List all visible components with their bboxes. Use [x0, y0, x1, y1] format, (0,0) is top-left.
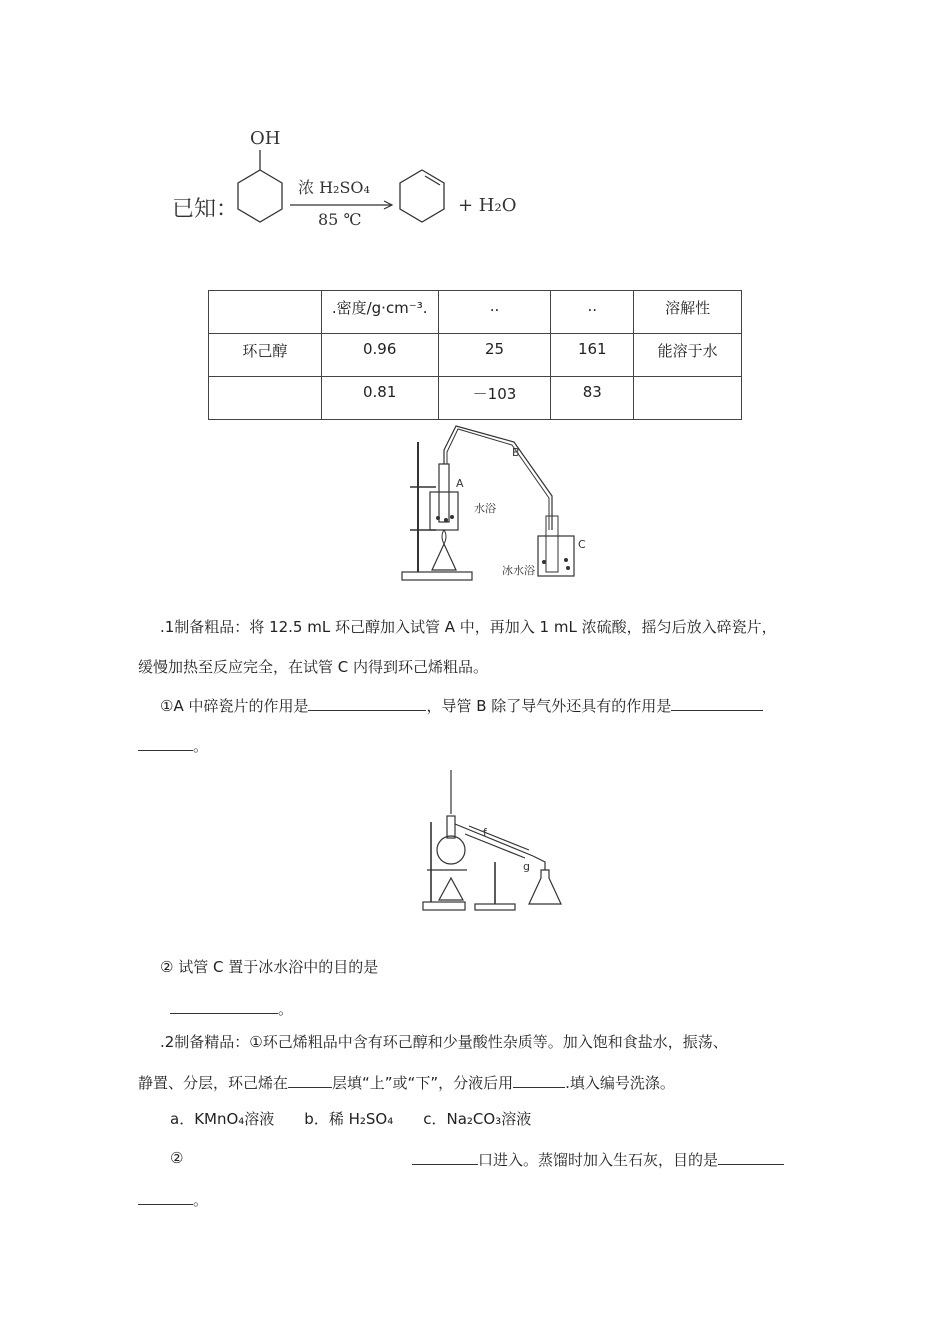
answer-blank[interactable] — [138, 1188, 193, 1205]
label-g: g — [523, 860, 530, 873]
table-cell: 0.81 — [321, 377, 438, 420]
table-cell: 161 — [551, 334, 634, 377]
conical-flask — [529, 870, 561, 904]
question1-part1: ①A 中碎瓷片的作用是 — [160, 697, 309, 715]
ice-bath-beaker — [538, 536, 574, 576]
para2-part-a: 静置、分层，环己烯在 — [138, 1074, 289, 1092]
bubble — [436, 516, 440, 520]
para2-line2 — [138, 1071, 675, 1093]
ice-bath-label: 冰水浴 — [502, 564, 535, 577]
table-cell: 0.96 — [321, 334, 438, 377]
table-cell: －103 — [438, 377, 551, 420]
label-b: B — [512, 446, 520, 459]
question3-continued — [138, 1188, 208, 1210]
ice-piece — [566, 566, 570, 570]
water-product: + H₂O — [458, 195, 517, 216]
table-header-cell: .. — [551, 291, 634, 334]
condenser-outer-bottom — [465, 834, 525, 858]
alcohol-lamp — [439, 878, 463, 900]
oh-label: OH — [250, 128, 281, 149]
table-header-cell: .密度/g·cm⁻³. — [321, 291, 438, 334]
label-a: A — [456, 477, 464, 490]
cyclohexene-ring — [400, 170, 444, 222]
question1 — [160, 694, 763, 716]
distilling-flask — [437, 836, 465, 864]
table-cell — [634, 377, 742, 420]
table-cell: 25 — [438, 334, 551, 377]
answer-blank[interactable] — [170, 997, 278, 1014]
reaction-scheme — [160, 120, 560, 250]
condenser-outer-top — [469, 826, 529, 850]
table-cell: 83 — [551, 377, 634, 420]
question2-answer — [170, 997, 293, 1019]
answer-blank[interactable] — [513, 1071, 565, 1088]
stand-base-2 — [475, 904, 515, 910]
table-cell: 环己醇 — [209, 334, 322, 377]
options: a．KMnO₄溶液 b．稀 H₂SO₄ c．Na₂CO₃溶液 — [170, 1110, 532, 1128]
water-bath-beaker — [430, 492, 458, 530]
condition-top: 浓 H₂SO₄ — [298, 178, 370, 197]
answer-blank[interactable] — [718, 1148, 784, 1165]
para2-part-c: .填入编号洗涤。 — [565, 1074, 675, 1092]
question3-end: 。 — [193, 1191, 209, 1209]
para2-part-b: 层填“上”或“下”，分液后用 — [332, 1074, 514, 1092]
table-header-cell: 溶解性 — [634, 291, 742, 334]
condition-bottom: 85 ℃ — [318, 210, 362, 229]
question3 — [412, 1148, 784, 1170]
question3-mid: 口进入。蒸馏时加入生石灰，目的是 — [478, 1151, 719, 1169]
alcohol-lamp — [432, 544, 456, 570]
bubble — [450, 515, 454, 519]
known-label: 已知： — [172, 197, 239, 222]
question2: ② 试管 C 置于冰水浴中的目的是 — [160, 958, 379, 976]
question3-number: ② — [170, 1149, 184, 1167]
stand-base — [402, 572, 472, 580]
table-header-cell — [209, 291, 322, 334]
tube-a — [439, 464, 449, 522]
flask-neck — [447, 816, 455, 838]
label-c: C — [578, 538, 586, 551]
para1-line1: .1制备粗品：将 12.5 mL 环己醇加入试管 A 中，再加入 1 mL 浓硫酸，摇匀后放入碎瓷片， — [160, 618, 777, 636]
answer-blank[interactable] — [288, 1071, 332, 1088]
answer-blank[interactable] — [671, 694, 763, 711]
condenser-inner — [455, 824, 533, 856]
table-cell — [209, 377, 322, 420]
flame — [442, 530, 446, 544]
ice-piece — [542, 560, 546, 564]
cyclohexanol-ring — [238, 170, 282, 222]
question1-part2: ，导管 B 除了导气外还具有的作用是 — [426, 697, 672, 715]
bubble — [444, 518, 448, 522]
apparatus-figure-2 — [415, 770, 565, 920]
properties-table — [208, 290, 742, 420]
table-header-row — [209, 291, 742, 334]
apparatus-figure-1 — [398, 412, 598, 584]
water-bath-label: 水浴 — [474, 502, 496, 515]
table-row — [209, 334, 742, 377]
table-cell: 能溶于水 — [634, 334, 742, 377]
question1-continued — [138, 734, 208, 756]
table-header-cell: .. — [438, 291, 551, 334]
answer-blank[interactable] — [308, 694, 426, 711]
answer-blank[interactable] — [412, 1148, 478, 1165]
label-f: f — [483, 826, 487, 839]
double-bond — [425, 176, 440, 185]
stand-base — [423, 902, 465, 910]
para1-line2: 缓慢加热至反应完全，在试管 C 内得到环己烯粗品。 — [138, 658, 489, 676]
question1-end: 。 — [193, 737, 209, 755]
para2-line1: .2制备精品：①环己烯粗品中含有环己醇和少量酸性杂质等。加入饱和食盐水，振荡、 — [160, 1033, 728, 1051]
answer-blank[interactable] — [138, 734, 193, 751]
adapter — [533, 856, 545, 870]
question2-end: 。 — [278, 1000, 294, 1018]
ice-piece — [564, 558, 568, 562]
